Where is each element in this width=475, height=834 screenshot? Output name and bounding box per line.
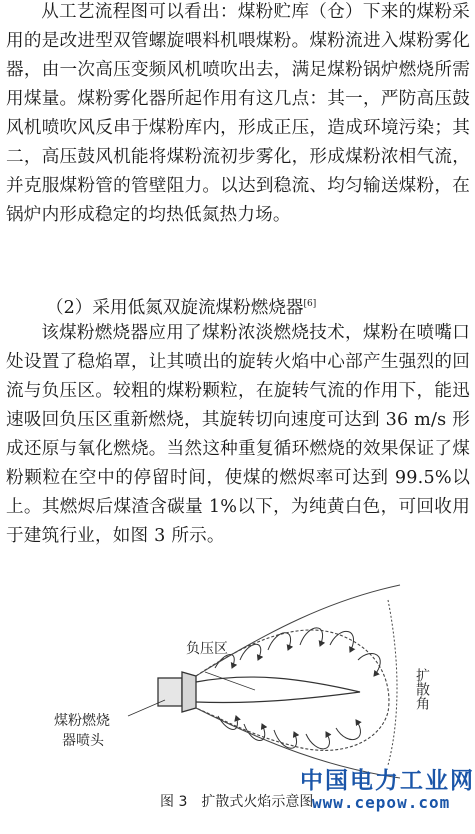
leader-burner: [128, 700, 165, 716]
negative-pressure-zone: [196, 677, 360, 702]
body-paragraph-2: 该煤粉燃烧器应用了煤粉浓淡燃烧技术，煤粉在喷嘴口处设置了稳焰罩，让其喷出的旋转火焰中心部产生强烈的回流与负压区。较粗的煤粉颗粒，在旋转气流的作用下，能迅速吸回负压区重新燃烧，其旋转切向速度可达到 36 m/s 形成还原与氧化燃烧。当然这种重复循环燃烧的效果保证了煤粉颗粒在空中的停留时间，使煤的燃烬率可达到 99.5%以上。其燃烬后煤渣含碳量 1%以下，为纯黄白色，可回收用于建筑行业，如图 3 所示。: [6, 323, 470, 546]
label-negative-pressure: 负压区: [186, 641, 228, 657]
swirl-arrows: [215, 628, 380, 749]
watermark-cn: 中国电力工业网: [300, 768, 475, 794]
label-burner-line1: 煤粉燃烧: [54, 713, 110, 729]
leader-negative-pressure: [205, 672, 255, 690]
section-title: （2）采用低氮双旋流煤粉燃烧器: [46, 298, 304, 318]
burner-nozzle-shape: [158, 672, 196, 712]
body-paragraph-1: 从工艺流程图可以看出：煤粉贮库（仓）下来的煤粉采用的是改进型双管螺旋喂料机喂煤粉。煤粉流进入煤粉雾化器，由一次高压变频风机喷吹出去，满足煤粉锅炉燃烧所需用煤量。煤粉雾化器所起作用有这几点：其一，严防高压鼓风机喷吹风反串于煤粉库内，形成正压，造成环境污染；其二，高压鼓风机能将煤粉流初步雾化，形成煤粉浓相气流，并克服煤粉管的管壁阻力。以达到稳流、均匀输送煤粉，在锅炉内形成稳定的均热低氮热力场。: [6, 2, 470, 225]
spread-angle-lines: [196, 585, 400, 778]
figure-caption: 图 3 扩散式火焰示意图: [160, 794, 314, 810]
label-spread-angle: 扩散角: [414, 668, 430, 710]
watermark-url: www.cepow.com: [312, 793, 451, 812]
citation-ref: [6]: [303, 299, 317, 309]
label-burner-line2: 器喷头: [62, 733, 104, 749]
